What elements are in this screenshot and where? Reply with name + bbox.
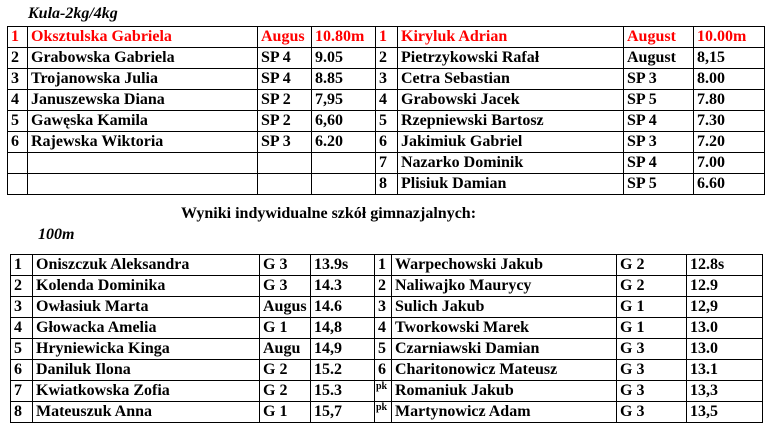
name-left bbox=[28, 153, 258, 174]
school-right: G 1 bbox=[617, 318, 687, 339]
school-left: Augu bbox=[260, 339, 311, 360]
result-right: 12.8s bbox=[687, 255, 763, 276]
school-right: August bbox=[624, 48, 694, 69]
name-left: Kwiatkowska Zofia bbox=[33, 381, 260, 402]
name-right: Plisiuk Damian bbox=[398, 174, 624, 195]
result-left: 9.05 bbox=[312, 48, 376, 69]
school-left: Augus bbox=[258, 27, 312, 48]
school-left: G 3 bbox=[260, 276, 311, 297]
result-right: 12,9 bbox=[687, 297, 763, 318]
name-left: Januszewska Diana bbox=[28, 90, 258, 111]
result-left: 15,7 bbox=[311, 402, 375, 423]
name-right: Rzepniewski Bartosz bbox=[398, 111, 624, 132]
place-right: 1 bbox=[375, 255, 392, 276]
place-left: 3 bbox=[11, 297, 33, 318]
result-left: 14,9 bbox=[311, 339, 375, 360]
place-left: 3 bbox=[8, 69, 28, 90]
place-right: 5 bbox=[376, 111, 398, 132]
table-row bbox=[11, 360, 763, 381]
name-right: Naliwajko Maurycy bbox=[392, 276, 617, 297]
table-row bbox=[11, 297, 763, 318]
result-right: 8,15 bbox=[694, 48, 765, 69]
place-left: 6 bbox=[11, 360, 33, 381]
school-right: G 2 bbox=[617, 255, 687, 276]
result-left bbox=[312, 153, 376, 174]
kula-results-table bbox=[7, 26, 765, 195]
school-left: SP 2 bbox=[258, 90, 312, 111]
result-left: 6,60 bbox=[312, 111, 376, 132]
result-left: 14.6 bbox=[311, 297, 375, 318]
school-right: SP 3 bbox=[624, 132, 694, 153]
name-left: Trojanowska Julia bbox=[28, 69, 258, 90]
name-right: Pietrzykowski Rafał bbox=[398, 48, 624, 69]
school-left: SP 4 bbox=[258, 48, 312, 69]
school-left: Augus bbox=[260, 297, 311, 318]
school-left: SP 4 bbox=[258, 69, 312, 90]
place-right: 4 bbox=[376, 90, 398, 111]
name-left: Rajewska Wiktoria bbox=[28, 132, 258, 153]
school-right: SP 3 bbox=[624, 69, 694, 90]
table-row bbox=[8, 111, 765, 132]
table-row bbox=[8, 48, 765, 69]
name-right: Martynowicz Adam bbox=[392, 402, 617, 423]
name-left: Gawęska Kamila bbox=[28, 111, 258, 132]
result-left: 7,95 bbox=[312, 90, 376, 111]
name-right: Jakimiuk Gabriel bbox=[398, 132, 624, 153]
place-right: 6 bbox=[375, 360, 392, 381]
place-right: 3 bbox=[375, 297, 392, 318]
table-row bbox=[8, 132, 765, 153]
place-right: pk bbox=[375, 381, 392, 402]
school-left bbox=[258, 153, 312, 174]
place-left: 5 bbox=[8, 111, 28, 132]
place-right: 6 bbox=[376, 132, 398, 153]
name-right: Warpechowski Jakub bbox=[392, 255, 617, 276]
table-row bbox=[8, 69, 765, 90]
place-left: 1 bbox=[11, 255, 33, 276]
table-row bbox=[11, 255, 763, 276]
table-row bbox=[11, 318, 763, 339]
school-right: SP 4 bbox=[624, 153, 694, 174]
place-right: 4 bbox=[375, 318, 392, 339]
result-right: 13.0 bbox=[687, 339, 763, 360]
result-left: 14,8 bbox=[311, 318, 375, 339]
school-left: G 3 bbox=[260, 255, 311, 276]
name-right: Kiryluk Adrian bbox=[398, 27, 624, 48]
name-right: Romaniuk Jakub bbox=[392, 381, 617, 402]
result-right: 13,5 bbox=[687, 402, 763, 423]
sprint-results-table bbox=[10, 254, 763, 423]
place-right: 8 bbox=[376, 174, 398, 195]
place-right: 7 bbox=[376, 153, 398, 174]
school-right: G 3 bbox=[617, 360, 687, 381]
school-right: G 3 bbox=[617, 381, 687, 402]
result-right: 7.00 bbox=[694, 153, 765, 174]
school-left bbox=[258, 174, 312, 195]
result-right: 13.0 bbox=[687, 318, 763, 339]
result-right: 12.9 bbox=[687, 276, 763, 297]
place-right: 3 bbox=[376, 69, 398, 90]
name-right: Czarniawski Damian bbox=[392, 339, 617, 360]
result-left: 8.85 bbox=[312, 69, 376, 90]
name-left: Hryniewicka Kinga bbox=[33, 339, 260, 360]
name-left: Głowacka Amelia bbox=[33, 318, 260, 339]
name-left: Owłasiuk Marta bbox=[33, 297, 260, 318]
school-left: G 2 bbox=[260, 360, 311, 381]
place-left bbox=[8, 153, 28, 174]
result-right: 7.30 bbox=[694, 111, 765, 132]
table-row bbox=[8, 153, 765, 174]
place-left: 5 bbox=[11, 339, 33, 360]
name-left: Oniszczuk Aleksandra bbox=[33, 255, 260, 276]
result-left: 14.3 bbox=[311, 276, 375, 297]
place-right: 2 bbox=[375, 276, 392, 297]
school-left: G 2 bbox=[260, 381, 311, 402]
school-left: SP 3 bbox=[258, 132, 312, 153]
table-row bbox=[8, 90, 765, 111]
result-right: 13.1 bbox=[687, 360, 763, 381]
gimnazjum-heading: Wyniki indywidualne szkół gimnazjalnych: bbox=[181, 205, 477, 222]
place-right: 5 bbox=[375, 339, 392, 360]
name-right: Cetra Sebastian bbox=[398, 69, 624, 90]
result-right: 7.20 bbox=[694, 132, 765, 153]
name-right: Nazarko Dominik bbox=[398, 153, 624, 174]
result-left bbox=[312, 174, 376, 195]
result-left: 15.3 bbox=[311, 381, 375, 402]
school-right: G 3 bbox=[617, 339, 687, 360]
school-left: SP 2 bbox=[258, 111, 312, 132]
table-row bbox=[11, 402, 763, 423]
kula-heading: Kula-2kg/4kg bbox=[28, 5, 118, 22]
name-right: Tworkowski Marek bbox=[392, 318, 617, 339]
school-right: G 2 bbox=[617, 276, 687, 297]
school-left: G 1 bbox=[260, 402, 311, 423]
place-left: 7 bbox=[11, 381, 33, 402]
name-right: Charitonowicz Mateusz bbox=[392, 360, 617, 381]
table-row bbox=[8, 27, 765, 48]
school-right: G 3 bbox=[617, 402, 687, 423]
table-row bbox=[11, 339, 763, 360]
result-right: 13,3 bbox=[687, 381, 763, 402]
name-left: Mateuszuk Anna bbox=[33, 402, 260, 423]
table-row bbox=[11, 381, 763, 402]
place-left: 4 bbox=[11, 318, 33, 339]
place-right: 2 bbox=[376, 48, 398, 69]
name-left: Daniluk Ilona bbox=[33, 360, 260, 381]
result-left: 10.80m bbox=[312, 27, 376, 48]
school-left: G 1 bbox=[260, 318, 311, 339]
place-left: 4 bbox=[8, 90, 28, 111]
name-left bbox=[28, 174, 258, 195]
place-left: 2 bbox=[8, 48, 28, 69]
result-left: 13.9s bbox=[311, 255, 375, 276]
result-right: 10.00m bbox=[694, 27, 765, 48]
place-left: 2 bbox=[11, 276, 33, 297]
school-right: SP 4 bbox=[624, 111, 694, 132]
place-left bbox=[8, 174, 28, 195]
place-right: 1 bbox=[376, 27, 398, 48]
name-left: Kolenda Dominika bbox=[33, 276, 260, 297]
result-right: 7.80 bbox=[694, 90, 765, 111]
school-right: SP 5 bbox=[624, 90, 694, 111]
result-right: 6.60 bbox=[694, 174, 765, 195]
result-left: 6.20 bbox=[312, 132, 376, 153]
sprint-heading: 100m bbox=[38, 226, 75, 243]
place-left: 1 bbox=[8, 27, 28, 48]
school-right: SP 5 bbox=[624, 174, 694, 195]
result-left: 15.2 bbox=[311, 360, 375, 381]
place-left: 8 bbox=[11, 402, 33, 423]
table-row bbox=[11, 276, 763, 297]
school-right: August bbox=[624, 27, 694, 48]
name-right: Sulich Jakub bbox=[392, 297, 617, 318]
name-right: Grabowski Jacek bbox=[398, 90, 624, 111]
table-row bbox=[8, 174, 765, 195]
name-left: Grabowska Gabriela bbox=[28, 48, 258, 69]
result-right: 8.00 bbox=[694, 69, 765, 90]
name-left: Oksztulska Gabriela bbox=[28, 27, 258, 48]
place-right: pk bbox=[375, 402, 392, 423]
place-left: 6 bbox=[8, 132, 28, 153]
school-right: G 1 bbox=[617, 297, 687, 318]
